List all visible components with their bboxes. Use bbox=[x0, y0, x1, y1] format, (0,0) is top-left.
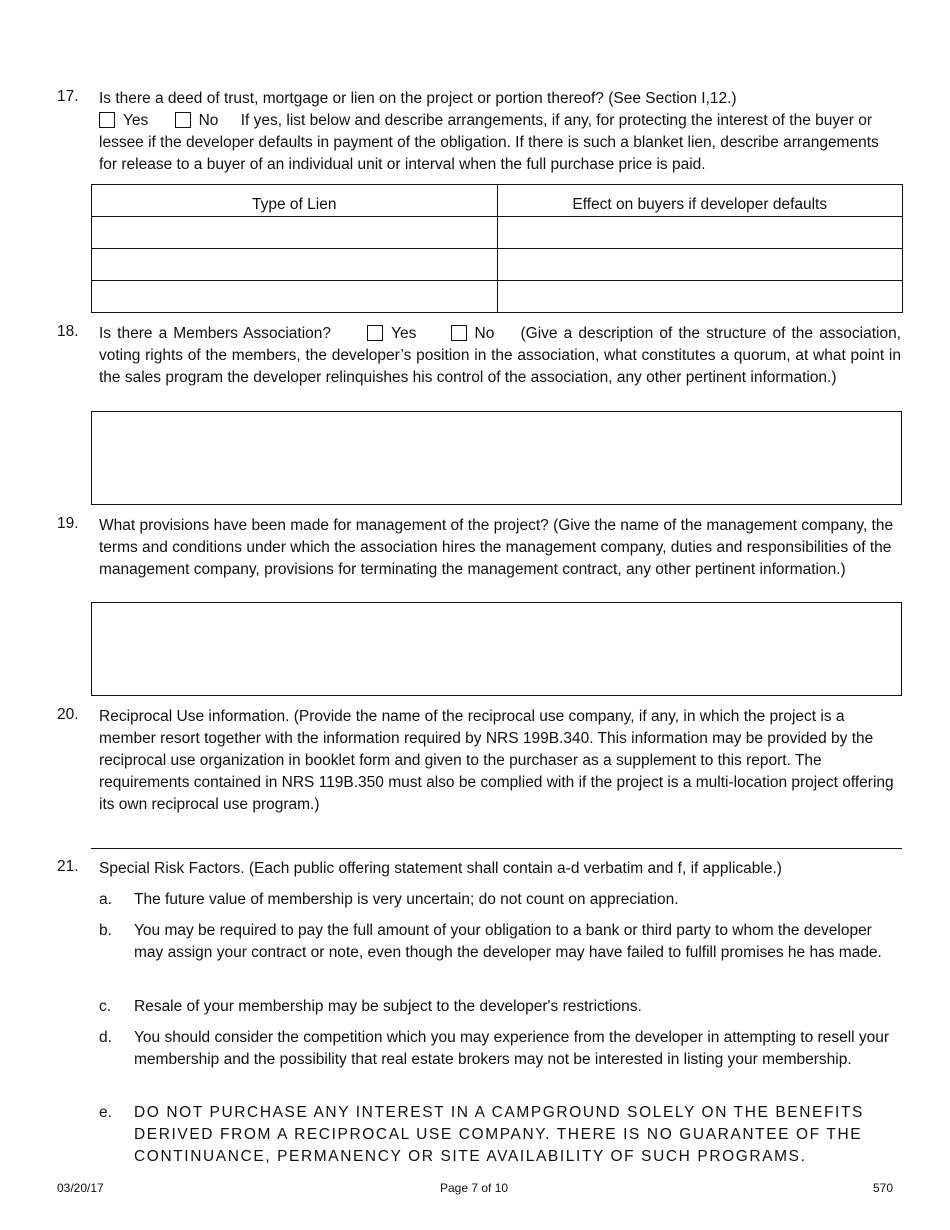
q17-no-checkbox[interactable] bbox=[175, 112, 191, 128]
q18-instructions: (Give a description of the structure of the association, voting rights of the members, the developer’s position in the association, what constitutes a quorum, at what point in the sales program the developer relinquishes his control of the association, any other pertinent information.) bbox=[99, 325, 901, 386]
table-row bbox=[92, 281, 903, 313]
footer-date: 03/20/17 bbox=[57, 1181, 104, 1195]
members-association-answer-box[interactable] bbox=[91, 411, 902, 505]
risk-text: DO NOT PURCHASE ANY INTEREST IN A CAMPGROUND SOLELY ON THE BENEFITS DERIVED FROM A RECIPROCAL USE COMPANY. THERE IS NO GUARANTEE OF THE CONTINUANCE, PERMANENCY OR SITE AVAILABILITY OF SUCH PROGRAMS. bbox=[134, 1104, 864, 1165]
q17-instructions: If yes, list below and describe arrangements, if any, for protecting the interest of the buyer or lessee if the developer defaults in payment of the obligation. If there is such a blanket lien, describe arrangements for release to a buyer of an individual unit or interval when the full purchase price is paid. bbox=[99, 112, 879, 173]
question-number: 21. bbox=[57, 858, 79, 875]
question-number: 19. bbox=[57, 515, 79, 532]
footer-form-number: 570 bbox=[873, 1181, 894, 1195]
risk-letter: e. bbox=[99, 1104, 112, 1121]
q17-yes-label: Yes bbox=[123, 112, 149, 129]
question-number: 18. bbox=[57, 323, 79, 340]
lien-type-cell[interactable] bbox=[92, 249, 498, 281]
management-answer-box[interactable] bbox=[91, 602, 902, 696]
q18-no-label: No bbox=[474, 325, 495, 342]
risk-letter: a. bbox=[99, 891, 112, 908]
risk-text: You should consider the competition which you may experience from the developer in attempting to resell your membership and the possibility that real estate brokers may not be interested in listing your membership. bbox=[134, 1029, 890, 1068]
question-number: 17. bbox=[57, 88, 79, 105]
footer-page-number: Page 7 of 10 bbox=[440, 1181, 509, 1195]
q17-yes-checkbox[interactable] bbox=[99, 112, 115, 128]
risk-text: You may be required to pay the full amount of your obligation to a bank or third party to whom the developer may assign your contract or note, even though the developer may have failed to fulfill promises he has made. bbox=[134, 922, 882, 961]
lien-type-cell[interactable] bbox=[92, 281, 498, 313]
q18-no-checkbox[interactable] bbox=[451, 325, 467, 341]
question-21-text: Special Risk Factors. (Each public offering statement shall contain a-d verbatim and f, if applicable.) bbox=[99, 860, 782, 877]
lien-table bbox=[91, 184, 903, 313]
lien-header-type: Type of Lien bbox=[92, 185, 498, 217]
lien-effect-cell[interactable] bbox=[497, 217, 903, 249]
question-18-text: Is there a Members Association? bbox=[99, 325, 332, 342]
risk-letter: b. bbox=[99, 922, 112, 939]
q18-yes-label: Yes bbox=[391, 325, 417, 342]
question-number: 20. bbox=[57, 706, 79, 723]
reciprocal-use-answer-line[interactable] bbox=[91, 848, 902, 849]
risk-text: The future value of membership is very uncertain; do not count on appreciation. bbox=[134, 891, 679, 908]
lien-type-cell[interactable] bbox=[92, 217, 498, 249]
lien-effect-cell[interactable] bbox=[497, 249, 903, 281]
table-row bbox=[92, 249, 903, 281]
lien-effect-cell[interactable] bbox=[497, 281, 903, 313]
question-20-text: Reciprocal Use information. (Provide the name of the reciprocal use company, if any, in which the project is a member resort together with the information required by NRS 199B.340. This information may be provided by the reciprocal use organization in booklet form and given to the purchaser as a supplement to this report. The requirements contained in NRS 119B.350 must also be complied with if the project is a multi-location project offering its own reciprocal use program.) bbox=[99, 708, 894, 813]
question-19-text: What provisions have been made for management of the project? (Give the name of the management company, the terms and conditions under which the association hires the management company, duties and responsibilities of the management company, provisions for terminating the management contract, any other pertinent information.) bbox=[99, 517, 894, 578]
q18-yes-checkbox[interactable] bbox=[367, 325, 383, 341]
lien-header-effect: Effect on buyers if developer defaults bbox=[497, 185, 903, 217]
question-17-text: Is there a deed of trust, mortgage or lien on the project or portion thereof? (See Section I,12.) bbox=[99, 90, 737, 107]
risk-text: Resale of your membership may be subject to the developer's restrictions. bbox=[134, 998, 642, 1015]
q17-no-label: No bbox=[198, 112, 219, 129]
table-row bbox=[92, 217, 903, 249]
risk-letter: d. bbox=[99, 1029, 112, 1046]
risk-letter: c. bbox=[99, 998, 112, 1015]
